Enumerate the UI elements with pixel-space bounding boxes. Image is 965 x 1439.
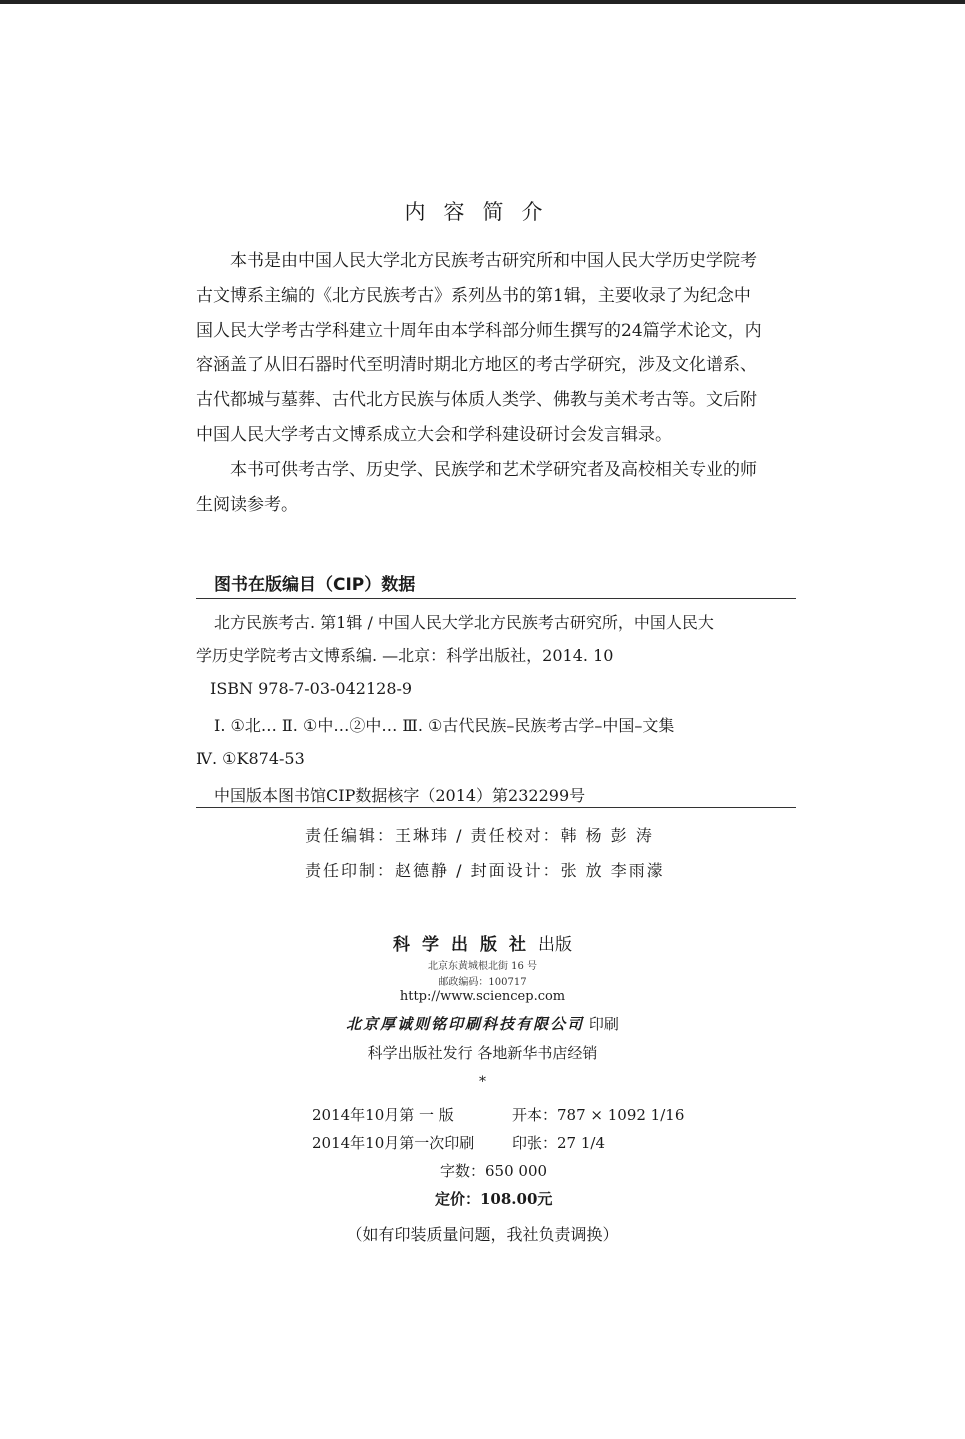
cip-top-rule	[196, 598, 796, 599]
publisher-address: 北京东黄城根北街 16 号	[427, 961, 538, 972]
publisher-name: 科学出版社	[393, 935, 538, 955]
intro-line: 古文博系主编的《北方民族考古》系列丛书的第1辑，主要收录了为纪念中	[196, 285, 751, 306]
publisher-url: http://www.sciencep.com	[399, 989, 566, 1004]
distribution-line: 科学出版社发行 各地新华书店经销	[367, 1044, 598, 1062]
word-count: 字数：650 000	[440, 1162, 548, 1180]
intro-line: 国人民大学考古学科建立十周年由本学科部分师生撰写的24篇学术论文，内	[196, 320, 762, 341]
intro-paragraph-2	[196, 453, 808, 523]
publisher-postcode: 邮政编码：100717	[438, 977, 527, 988]
intro-line: 本书是由中国人民大学北方民族考古研究所和中国人民大学历史学院考	[230, 251, 757, 271]
printer-suffix: 印刷	[588, 1015, 619, 1033]
cip-heading: 图书在版编目（CIP）数据	[214, 575, 416, 595]
printer-name: 北京厚诚则铭印刷科技有限公司	[346, 1015, 585, 1033]
print-date: 2014年10月第一次印刷	[312, 1134, 475, 1152]
intro-line: 容涵盖了从旧石器时代至明清时期北方地区的考古学研究，涉及文化谱系、	[196, 355, 757, 376]
cip-block	[196, 606, 806, 812]
cip-bottom-rule	[196, 807, 796, 808]
staff-editors: 责任编辑：王琳玮 / 责任校对：韩 杨 彭 涛	[305, 826, 654, 845]
cip-isbn: ISBN 978-7-03-042128-9	[210, 679, 413, 698]
cip-classification-2: Ⅳ. ①K874-53	[196, 749, 305, 768]
price: 定价：108.00元	[435, 1190, 553, 1208]
staff-production: 责任印制：赵德静 / 封面设计：张 放 李雨濛	[305, 861, 665, 880]
cip-title-line-2: 学历史学院考古文博系编. —北京：科学出版社，2014. 10	[196, 646, 614, 665]
cip-classification-1: Ⅰ. ①北… Ⅱ. ①中…②中… Ⅲ. ①古代民族–民族考古学–中国–文集	[214, 716, 675, 735]
publisher-line	[0, 930, 965, 955]
separator-star: *	[479, 1074, 486, 1090]
quality-notice: （如有印装质量问题，我社负责调换）	[346, 1225, 619, 1244]
intro-line: 中国人民大学考古文博系成立大会和学科建设研讨会发言辑录。	[196, 424, 672, 445]
book-format: 开本：787 × 1092 1/16	[512, 1106, 685, 1124]
printer-line	[0, 1013, 965, 1034]
intro-section	[196, 244, 808, 522]
page-title: 内容简介	[404, 200, 561, 224]
intro-line: 生阅读参考。	[196, 494, 298, 515]
scan-top-border	[0, 0, 965, 4]
intro-line: 本书可供考古学、历史学、民族学和艺术学研究者及高校相关专业的师	[230, 459, 757, 480]
publisher-suffix: 出版	[538, 935, 572, 955]
intro-line: 古代都城与墓葬、古代北方民族与体质人类学、佛教与美术考古等。文后附	[196, 390, 757, 411]
cip-record-number: 中国版本图书馆CIP数据核字（2014）第232299号	[214, 786, 586, 805]
print-sheets: 印张：27 1/4	[512, 1134, 605, 1152]
intro-paragraph-1	[196, 244, 808, 453]
edition-date: 2014年10月第 一 版	[312, 1106, 454, 1124]
cip-title-line-1: 北方民族考古. 第1辑 / 中国人民大学北方民族考古研究所，中国人民大	[214, 613, 714, 632]
